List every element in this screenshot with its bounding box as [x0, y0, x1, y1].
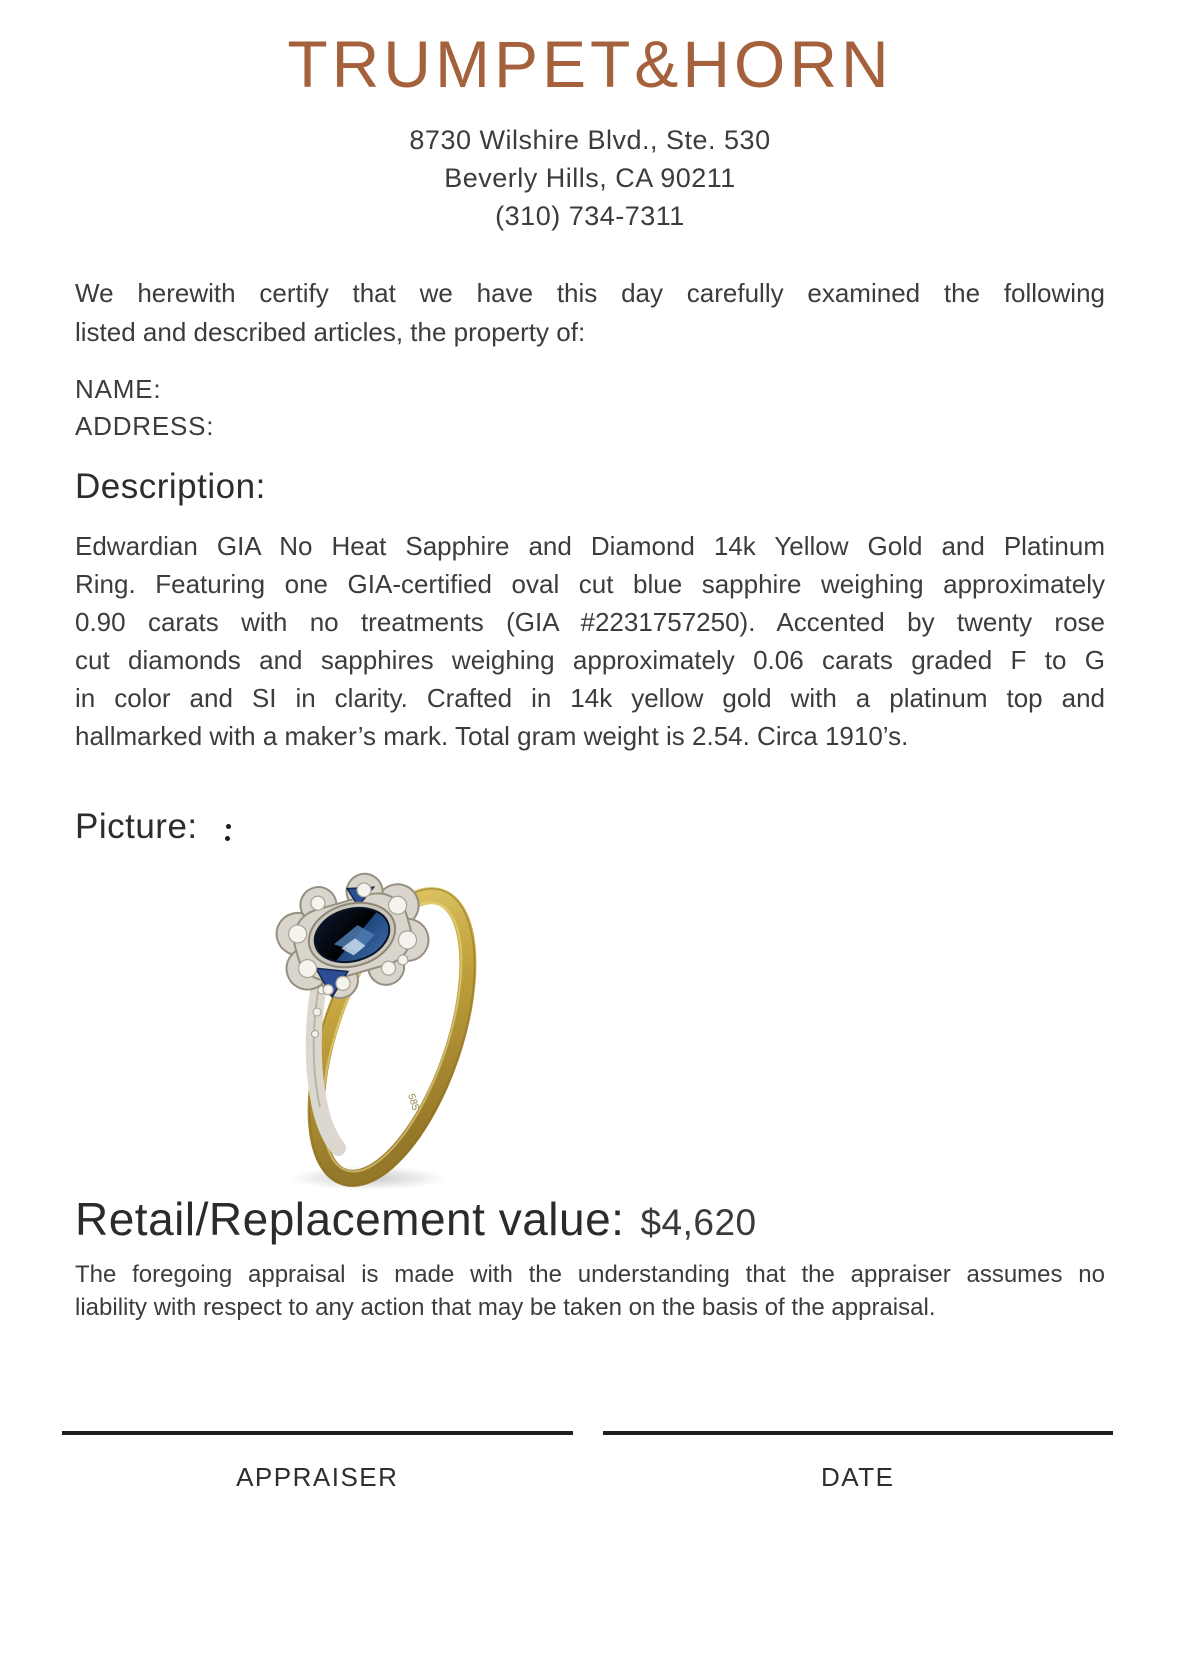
signature-area — [62, 1431, 1113, 1493]
description-text — [75, 527, 1105, 755]
appraiser-label: APPRAISER — [236, 1462, 399, 1492]
valuation-row — [75, 1192, 1105, 1247]
date-signature-line — [603, 1431, 1114, 1435]
valuation-amount: $4,620 — [640, 1202, 757, 1243]
address-line-city: Beverly Hills, CA 90211 — [444, 163, 736, 193]
date-label: DATE — [821, 1462, 895, 1492]
ring-head — [266, 861, 438, 1011]
speck-dot — [226, 824, 231, 829]
company-logo: TRUMPET&HORN — [287, 27, 893, 101]
owner-address-label: ADDRESS: — [75, 411, 215, 441]
hallmark-585: 585 — [405, 1092, 421, 1112]
picture-heading: Picture: — [75, 807, 198, 846]
description-heading: Description: — [75, 467, 266, 506]
owner-fields — [75, 371, 675, 445]
description-line: 0.90 carats with no treatments (GIA #2231757250). Accented by twenty rose — [75, 607, 1105, 637]
valuation-disclaimer — [75, 1258, 1105, 1324]
date-signature-block — [603, 1431, 1114, 1493]
description-line: cut diamonds and sapphires weighing approximately 0.06 carats graded F to G — [75, 645, 1105, 675]
valuation-heading: Retail/Replacement value: — [75, 1193, 625, 1245]
description-line: Edwardian GIA No Heat Sapphire and Diamond 14k Yellow Gold and Platinum — [75, 531, 1105, 561]
disclaimer-line: liability with respect to any action that may be taken on the basis of the appraisal. — [75, 1294, 936, 1321]
certification-line: We herewith certify that we have this day carefully examined the following — [75, 278, 1105, 308]
address-line-street: 8730 Wilshire Blvd., Ste. 530 — [409, 125, 771, 155]
description-line: hallmarked with a maker’s mark. Total gram weight is 2.54. Circa 1910’s. — [75, 721, 909, 751]
appraiser-signature-block — [62, 1431, 573, 1493]
speck-dot — [225, 836, 230, 841]
description-line: in color and SI in clarity. Crafted in 14k yellow gold with a platinum top and — [75, 683, 1105, 713]
description-line: Ring. Featuring one GIA-certified oval cut blue sapphire weighing approximately — [75, 569, 1105, 599]
address-line-phone: (310) 734-7311 — [495, 201, 685, 231]
appraiser-signature-line — [62, 1431, 573, 1435]
ring-illustration — [218, 812, 503, 1192]
name-label: NAME: — [75, 374, 162, 404]
certification-statement — [75, 274, 1105, 352]
certification-line: listed and described articles, the property of: — [75, 317, 586, 347]
ring-photo — [218, 812, 503, 1192]
disclaimer-line: The foregoing appraisal is made with the understanding that the appraiser assumes no — [75, 1261, 1105, 1288]
company-address — [0, 121, 1180, 235]
